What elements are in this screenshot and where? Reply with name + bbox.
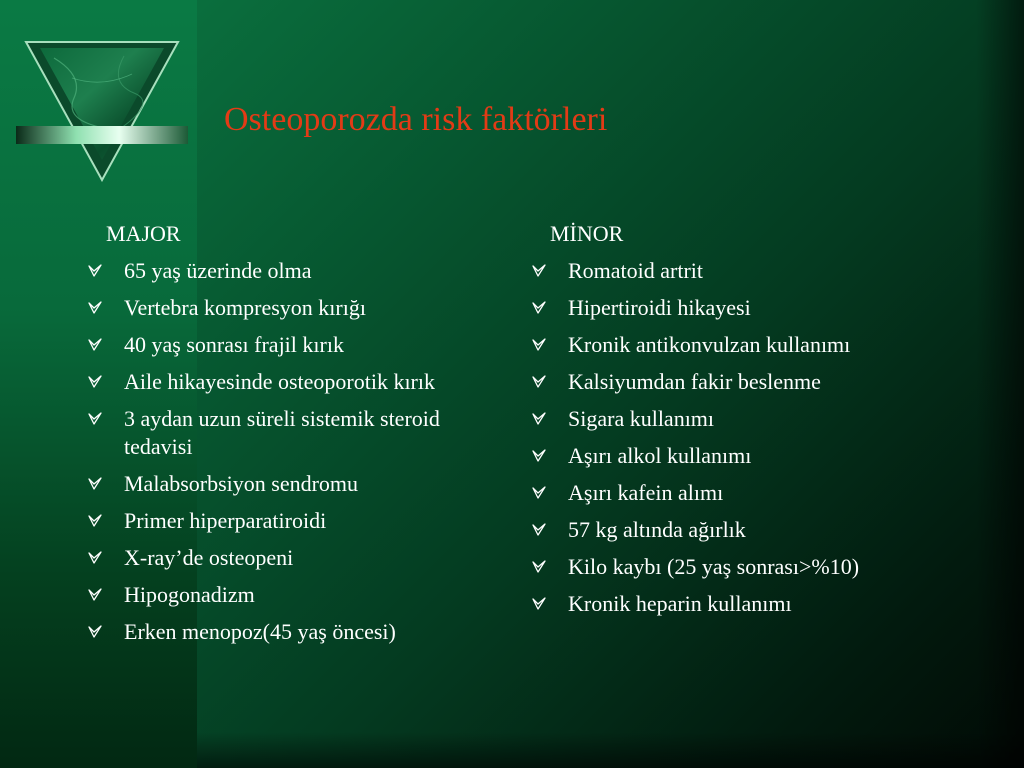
list-item xyxy=(532,479,932,507)
list-item-text: Romatoid artrit xyxy=(568,258,704,283)
list-item-text: X-ray’de osteopeni xyxy=(124,545,294,570)
list-item xyxy=(532,590,932,618)
list-item xyxy=(88,618,508,646)
list-item-text: Hipertiroidi hikayesi xyxy=(568,295,751,320)
major-heading: MAJOR xyxy=(106,221,181,246)
list-item-text: Sigara kullanımı xyxy=(568,406,715,431)
major-column xyxy=(88,220,508,655)
list-item-text: Malabsorbsiyon sendromu xyxy=(124,471,359,496)
list-item xyxy=(532,442,932,470)
list-item-text: Aşırı alkol kullanımı xyxy=(568,443,752,468)
slide-title: Osteoporozda risk faktörleri xyxy=(224,101,608,138)
list-item-text: Vertebra kompresyon kırığı xyxy=(124,295,366,320)
list-item-text: 65 yaş üzerinde olma xyxy=(124,258,312,283)
list-item xyxy=(88,470,508,498)
minor-column xyxy=(532,220,932,627)
list-item xyxy=(88,294,508,322)
list-item xyxy=(532,516,932,544)
list-item xyxy=(88,405,508,461)
inverted-triangle-marble-icon xyxy=(14,38,190,182)
list-item-text: Kronik heparin kullanımı xyxy=(568,591,792,616)
list-item-text: Aşırı kafein alımı xyxy=(568,480,724,505)
bottom-shadow xyxy=(197,732,1024,768)
list-item xyxy=(88,368,508,396)
list-item-text: Kilo kaybı (25 yaş sonrası>%10) xyxy=(568,554,860,579)
list-item xyxy=(532,553,932,581)
list-item-text: Aile hikayesinde osteoporotik kırık xyxy=(124,369,435,394)
minor-heading: MİNOR xyxy=(550,221,624,246)
list-item xyxy=(532,294,932,322)
list-item-text: Erken menopoz(45 yaş öncesi) xyxy=(124,619,396,644)
major-list xyxy=(88,257,508,646)
list-item-text: 40 yaş sonrası frajil kırık xyxy=(124,332,344,357)
list-item-text: Kalsiyumdan fakir beslenme xyxy=(568,369,821,394)
minor-list xyxy=(532,257,932,618)
list-item xyxy=(88,581,508,609)
list-item xyxy=(88,507,508,535)
list-item xyxy=(532,405,932,433)
list-item xyxy=(88,257,508,285)
list-item xyxy=(532,368,932,396)
list-item-text: Kronik antikonvulzan kullanımı xyxy=(568,332,851,357)
right-shadow xyxy=(976,0,1024,768)
list-item xyxy=(88,331,508,359)
list-item-text: 57 kg altında ağırlık xyxy=(568,517,746,542)
list-item-text: Hipogonadizm xyxy=(124,582,255,607)
list-item-text: Primer hiperparatiroidi xyxy=(124,508,327,533)
list-item-text: 3 aydan uzun süreli sistemik steroid tedavisi xyxy=(124,406,440,459)
list-item xyxy=(532,331,932,359)
list-item xyxy=(88,544,508,572)
list-item xyxy=(532,257,932,285)
